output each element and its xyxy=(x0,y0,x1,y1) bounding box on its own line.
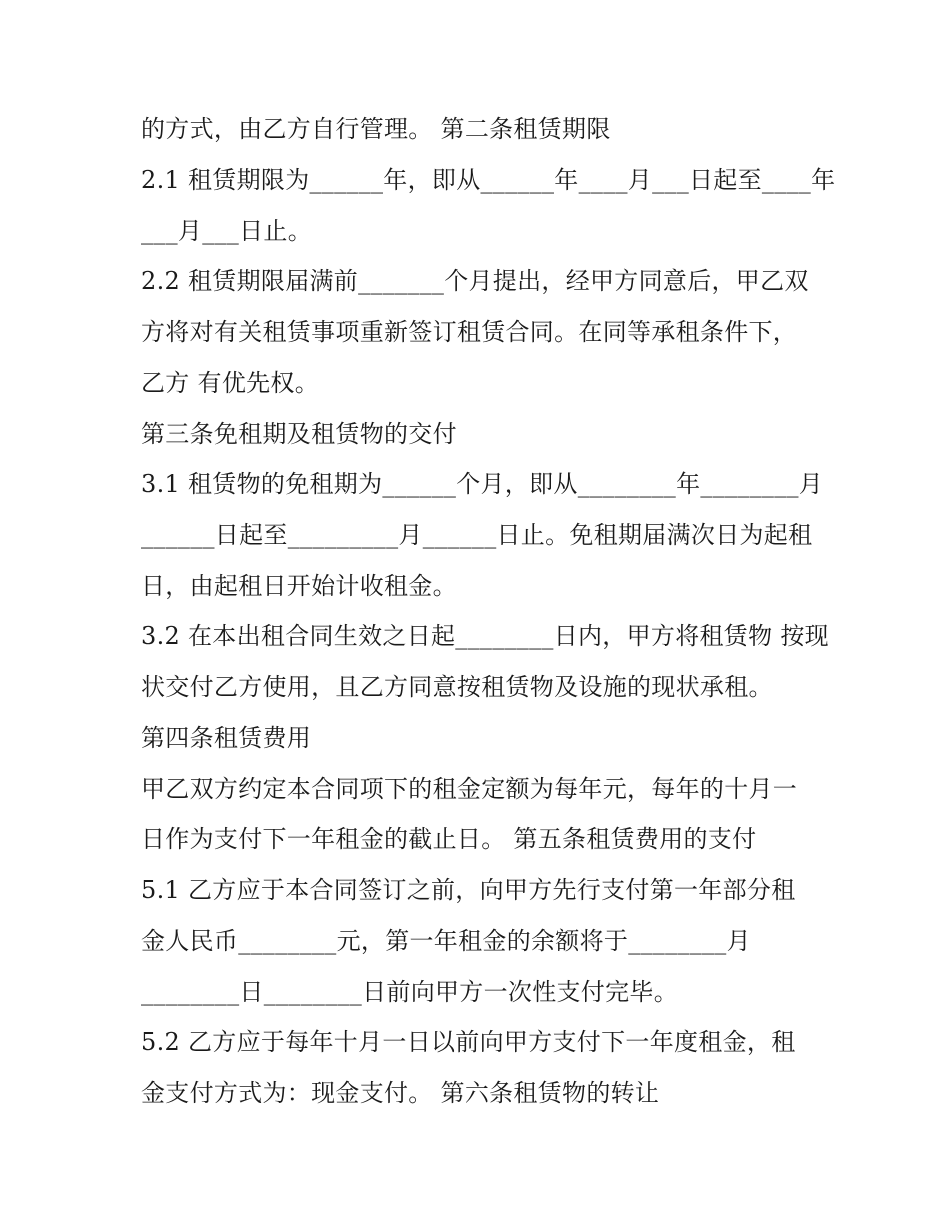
text-line: 的方式，由乙方自行管理。 第二条租赁期限 xyxy=(141,115,611,143)
text-line: 5.2 乙方应于每年十月一日以前向甲方支付下一年度租金，租 xyxy=(141,1028,796,1056)
text-line: ________日________日前向甲方一次性支付完毕。 xyxy=(141,978,678,1006)
section-heading: 第四条租赁费用 xyxy=(141,724,312,752)
text-line: 日作为支付下一年租金的截止日。 第五条租赁费用的支付 xyxy=(141,825,757,853)
text-line: 状交付乙方使用，且乙方同意按租赁物及设施的现状承租。 xyxy=(141,673,773,701)
text-line: 5.1 乙方应于本合同签订之前，向甲方先行支付第一年部分租 xyxy=(141,876,796,904)
section-heading: 第三条免租期及租赁物的交付 xyxy=(141,420,457,448)
text-line: 金人民币________元，第一年租金的余额将于________月 xyxy=(141,927,751,955)
text-line: 甲乙双方约定本合同项下的租金定额为每年元，每年的十月一 xyxy=(141,775,798,803)
text-line: 2.2 租赁期限届满前_______个月提出，经甲方同意后，甲乙双 xyxy=(141,267,809,295)
text-line: ___月___日止。 xyxy=(141,217,312,245)
text-line: 3.2 在本出租合同生效之日起________日内，甲方将租赁物 按现 xyxy=(141,622,829,650)
text-line: 日，由起租日开始计收租金。 xyxy=(141,572,457,600)
text-line: 2.1 租赁期限为______年，即从______年____月___日起至____年 xyxy=(141,166,836,194)
text-line: 方将对有关租赁事项重新签订租赁合同。在同等承租条件下， xyxy=(141,318,798,346)
text-line: 乙方 有优先权。 xyxy=(141,369,320,397)
text-line: ______日起至_________月______日止。免租期届满次日为起租 xyxy=(141,521,813,549)
text-line: 金支付方式为：现金支付。 第六条租赁物的转让 xyxy=(141,1079,660,1107)
text-line: 3.1 租赁物的免租期为______个月，即从________年________月 xyxy=(141,470,824,498)
